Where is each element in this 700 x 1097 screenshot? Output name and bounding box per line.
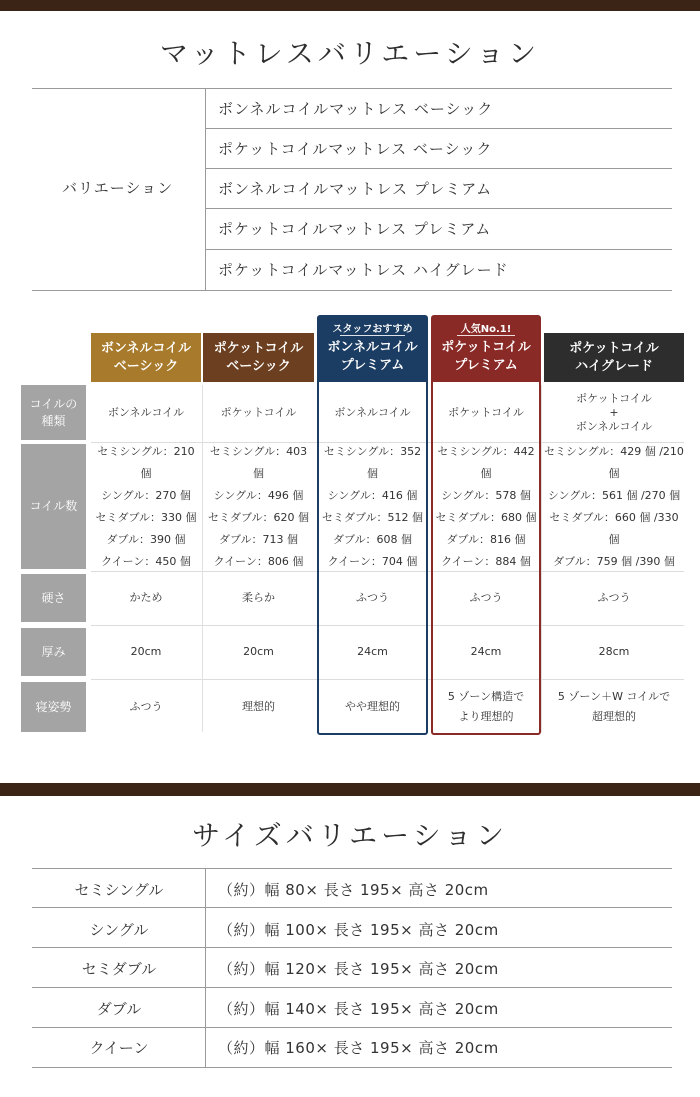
variation-divider [206,168,672,169]
staff-recommend-badge: スタッフおすすめ [332,324,413,335]
row-header-posture: 寝姿勢 [21,682,86,732]
coil-count-line: ダブル：390 個 [106,532,186,546]
variation-divider [32,290,672,291]
coil-count-line: シングル：270 個 [101,488,191,502]
size-name: セミダブル [81,960,157,978]
coil-count-line: セミシングル：352 個 [323,444,422,480]
size-name: クイーン [89,1039,149,1057]
column-header-line: プレミアム [340,358,405,373]
coil-count-line: セミダブル：512 個 [321,510,424,524]
coil-count-line: セミダブル：660 個 /330 個 [549,510,679,546]
coil-count-line: セミシングル：210 個 [97,444,195,480]
size-spec: （約）幅 160× 長さ 195× 高さ 20cm [218,1039,499,1057]
column-header-pocket-highgrade [544,333,684,382]
coil-type-cell: ポケットコイル [448,405,524,419]
coil-count-line: シングル：561 個 /270 個 [547,488,681,502]
row-header-firmness: 硬さ [21,574,86,622]
coil-count-line: セミダブル：620 個 [207,510,310,524]
variation-divider [205,88,206,290]
column-header-line: ポケットコイル [569,340,659,356]
coil-type-line: ボンネルコイル [575,419,653,433]
coil-count-line: ダブル：608 個 [332,532,413,546]
coil-count-cell [432,444,540,569]
variation-item: ポケットコイルマットレス ベーシック [218,140,493,158]
posture-line: ふつう [129,700,163,713]
coil-count-cell [544,444,684,569]
posture-line: 5 ゾーン構造で [447,690,525,703]
thickness-cell: 28cm [598,645,630,658]
size-spec: （約）幅 100× 長さ 195× 高さ 20cm [218,921,499,939]
column-header-line: ベーシック [113,358,179,374]
size-spec: （約）幅 140× 長さ 195× 高さ 20cm [218,1000,499,1018]
size-name: セミシングル [74,881,164,899]
row-header-line: コイルの [29,396,78,411]
thickness-cell: 20cm [130,645,162,658]
column-separator [541,385,542,732]
coil-count-cell [203,444,314,569]
column-header-bonnell-basic [91,333,201,382]
column-header-line: ボンネルコイル [100,340,192,356]
size-name: ダブル [96,1000,142,1018]
column-header-line: ポケットコイル [213,340,304,356]
coil-count-line: セミダブル：330 個 [95,510,197,524]
coil-type-plus: + [609,405,619,419]
variation-item: ボンネルコイルマットレス ベーシック [218,100,494,118]
size-name: シングル [89,921,149,939]
variation-divider [32,88,672,89]
coil-type-cell: ボンネルコイル [107,405,185,419]
variation-item: ポケットコイルマットレス プレミアム [218,220,492,238]
coil-type-line: ポケットコイル [576,391,652,405]
column-header-line: プレミアム [454,358,518,373]
posture-cell [432,682,540,732]
size-spec: （約）幅 80× 長さ 195× 高さ 20cm [218,881,489,899]
posture-cell [203,682,314,732]
coil-count-line: ダブル：759 個 /390 個 [553,554,675,568]
thickness-cell: 20cm [243,645,274,658]
coil-count-line: クイーン：704 個 [327,554,418,568]
popular-no1-badge: 人気No.1! [460,324,512,335]
column-header-line: ポケットコイル [441,340,531,355]
size-divider [32,1027,672,1028]
coil-count-line: セミシングル：442 個 [437,444,535,480]
variation-item: ポケットコイルマットレス ハイグレード [218,261,509,279]
posture-line: 超理想的 [592,710,636,723]
firmness-cell: 柔らか [242,591,275,604]
size-divider [32,987,672,988]
coil-count-line: クイーン：806 個 [213,554,304,568]
firmness-cell: ふつう [469,591,503,604]
firmness-cell: ふつう [597,591,631,604]
row-header-thickness: 厚み [21,628,86,676]
column-header-line: ボンネルコイル [327,340,418,355]
coil-count-line: シングル：578 個 [441,488,531,502]
size-divider [32,947,672,948]
coil-count-cell [91,444,201,569]
coil-count-cell [318,444,427,569]
variation-label: バリエーション [62,179,174,197]
mattress-variation-title: マットレスバリエーション [159,37,541,70]
thickness-cell: 24cm [470,645,502,658]
posture-cell [318,682,427,732]
posture-line: 5 ゾーン＋W コイルで [557,690,671,703]
variation-divider [206,128,672,129]
firmness-cell: ふつう [356,591,389,604]
posture-line: やや理想的 [345,700,400,713]
coil-count-line: セミシングル：429 個 /210 個 [544,444,684,480]
coil-type-cell: ポケットコイル [220,405,297,419]
coil-count-line: ダブル：816 個 [446,532,526,546]
coil-type-cell: ボンネルコイル [334,405,411,419]
firmness-cell: かため [129,591,163,604]
posture-line: より理想的 [458,710,514,723]
variation-divider [206,249,672,250]
row-header-line: 種類 [41,413,66,428]
posture-cell [544,682,684,732]
variation-divider [206,208,672,209]
coil-count-line: セミダブル：680 個 [435,510,537,524]
coil-count-line: セミシングル：403 個 [209,444,308,480]
posture-line: 理想的 [242,700,275,713]
size-spec: （約）幅 120× 長さ 195× 高さ 20cm [218,960,499,978]
section-divider-band [0,783,700,796]
size-divider [32,868,672,869]
coil-count-line: シングル：496 個 [213,488,304,502]
column-header-line: ベーシック [226,358,291,374]
top-band [0,0,700,11]
row-header-coil-count: コイル数 [21,444,86,569]
thickness-cell: 24cm [357,645,388,658]
size-variation-title: サイズバリエーション [191,819,509,852]
row-header-coil-type [21,385,86,440]
coil-count-line: シングル：416 個 [327,488,418,502]
posture-cell [91,682,201,732]
size-divider [32,1067,672,1068]
coil-count-line: ダブル：713 個 [218,532,299,546]
coil-count-line: クイーン：884 個 [441,554,531,568]
size-divider [32,907,672,908]
column-header-line: ハイグレード [575,358,653,374]
coil-count-line: クイーン：450 個 [101,554,191,568]
column-header-pocket-basic [203,333,314,382]
coil-type-cell [544,385,684,440]
variation-item: ボンネルコイルマットレス プレミアム [218,180,493,198]
